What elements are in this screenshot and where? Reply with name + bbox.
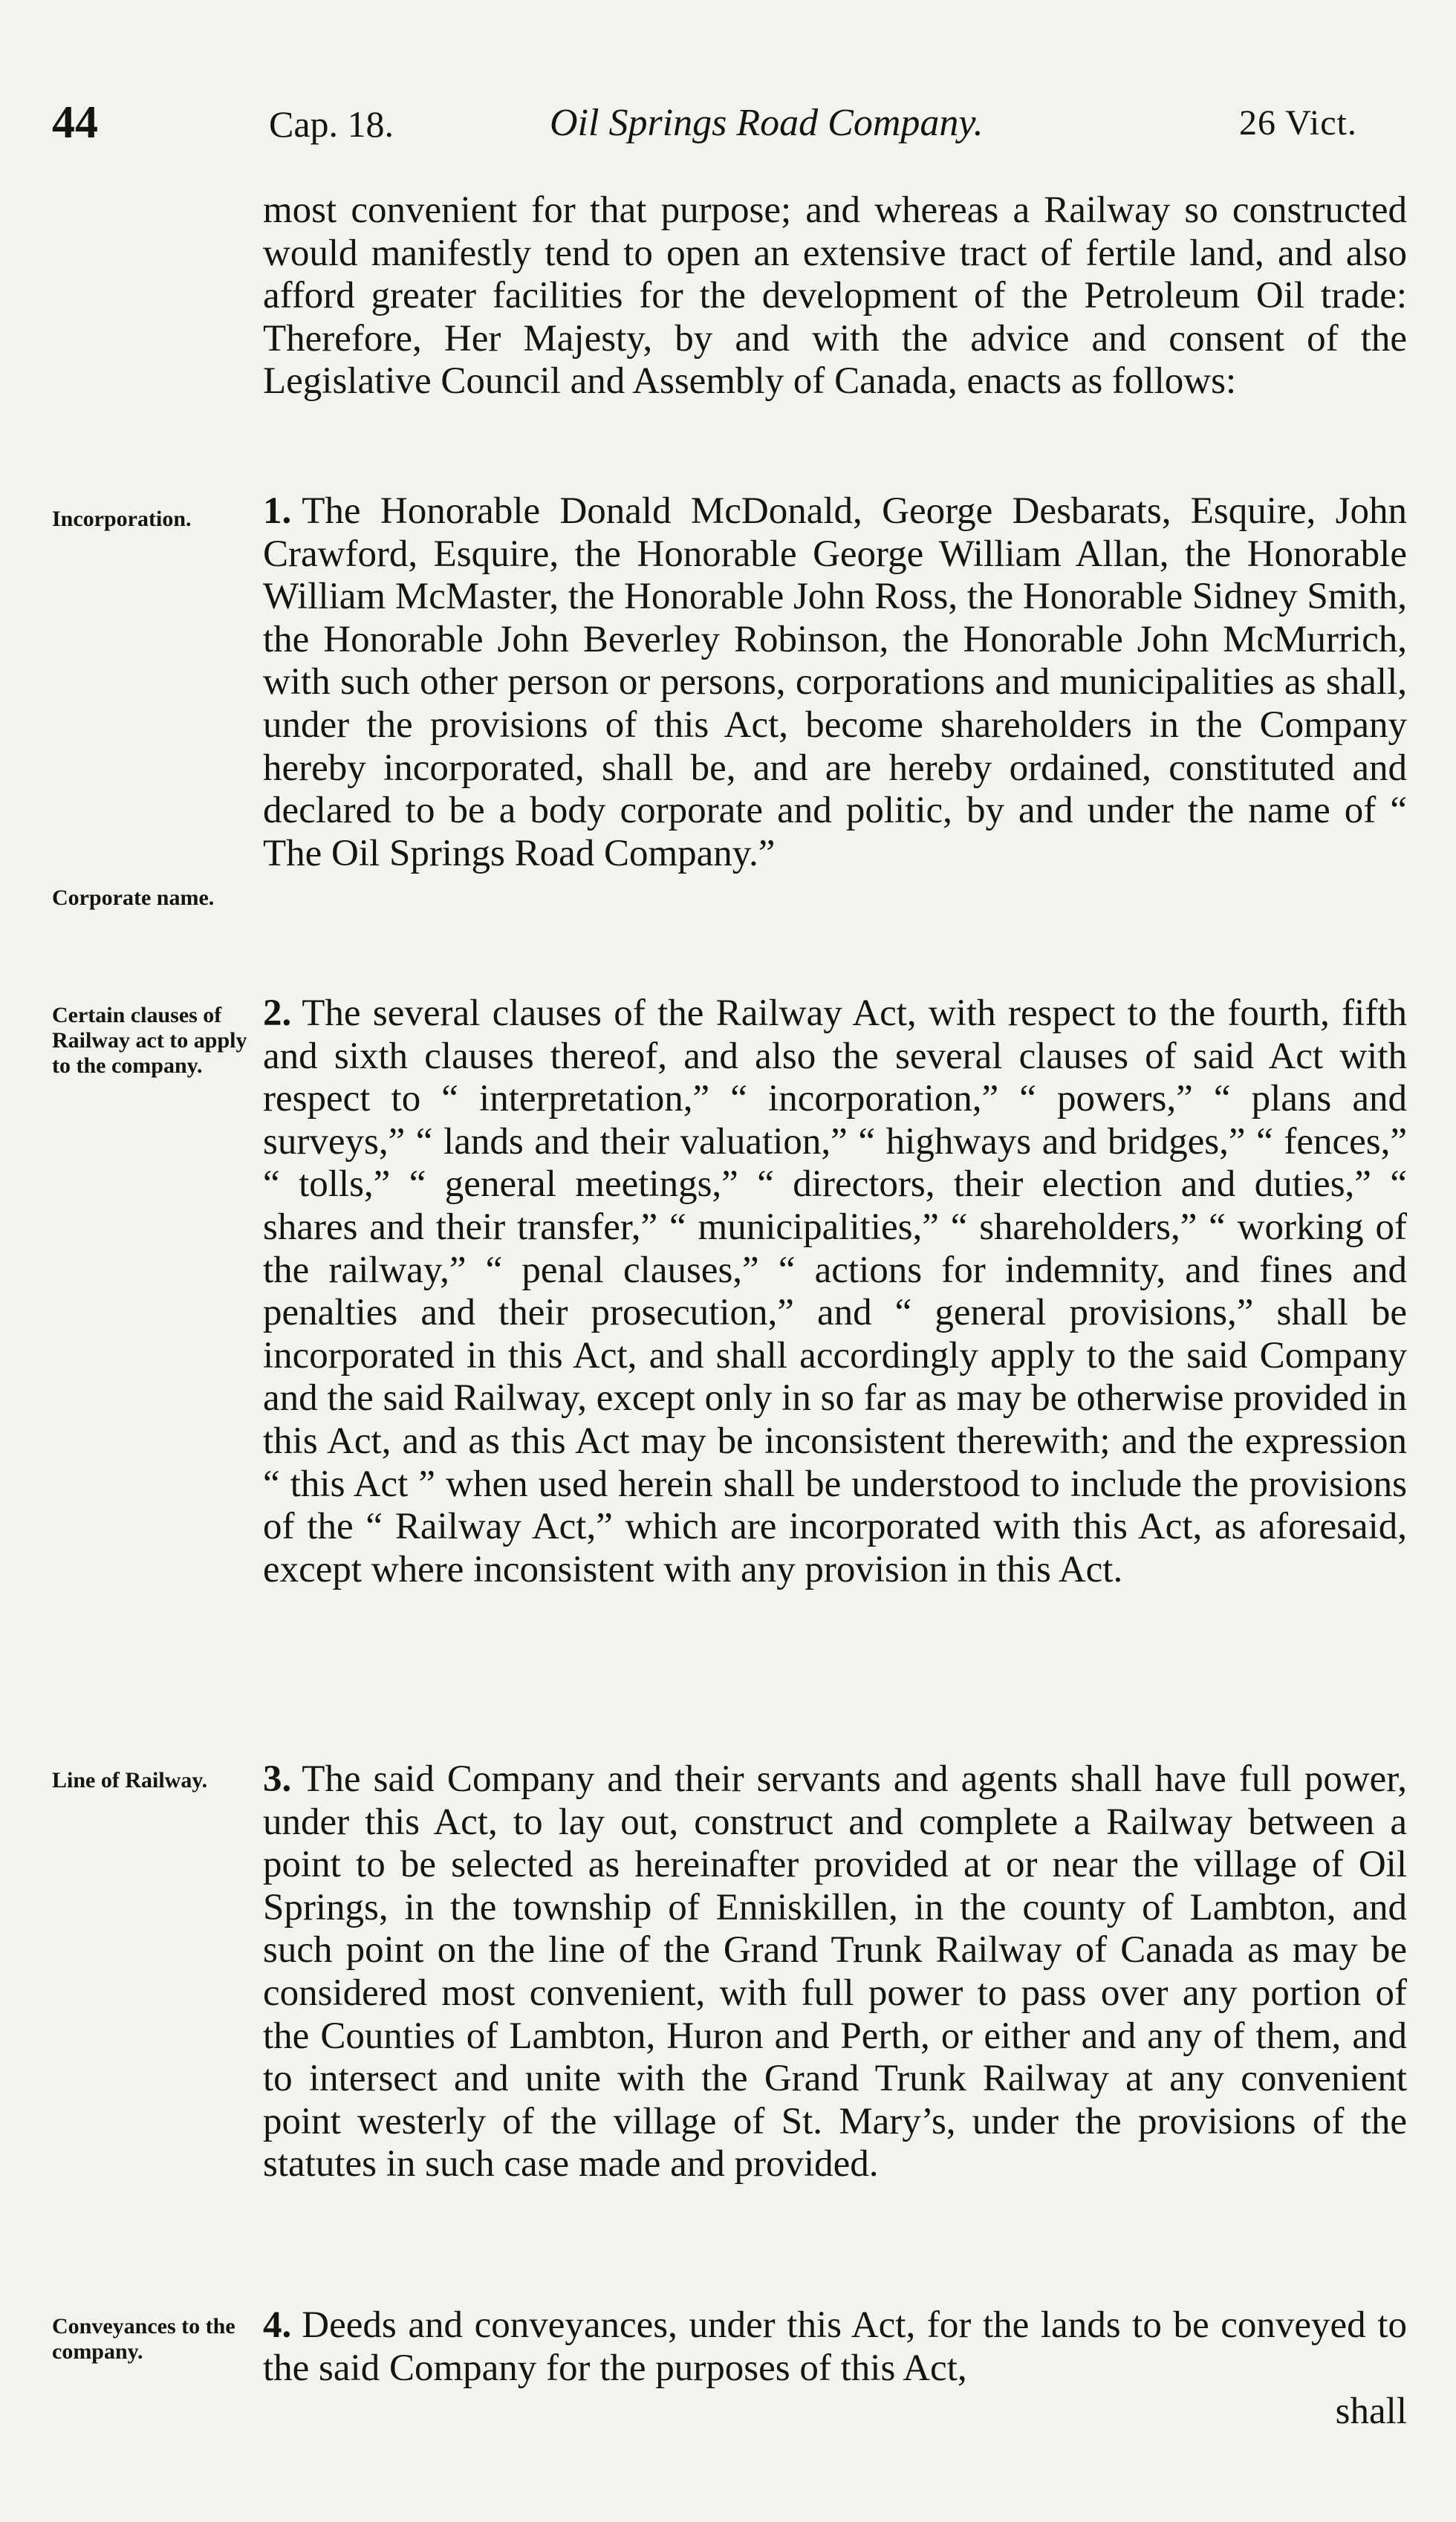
section-number: 4. bbox=[263, 2304, 292, 2346]
section-text: The said Company and their servants and agents shall have full power, under this Act, to lay out, construct and complete a Railway between a point to be selected as hereinafter provided at or near the village of Oil Springs, in the township of Enniskillen, in the county of Lambton, and such point on the line of the Grand Trunk Railway of Canada as may be considered most convenient, with full power to pass over any portion of the Counties of Lambton, Huron and Perth, or either and any of them, and to intersect and unite with the Grand Trunk Railway at any convenient point westerly of the village of St. Mary’s, under the provisions of the statutes in such case made and provided. bbox=[263, 1758, 1407, 2185]
section-text: The several clauses of the Railway Act, with respect to the fourth, fifth and sixth clauses thereof, and also the several clauses of said Act with respect to “ interpretation,” “ incorporation,” “ powers,” “ plans and surveys,” “ lands and their valuation,” “ highways and bridges,” “ fences,” “ tolls,” “ general meetings,” “ directors, their election and duties,” “ shares and their transfer,” “ municipalities,” “ shareholders,” “ working of the railway,” “ penal clauses,” “ actions for indemnity, and fines and penalties and their prosecution,” and “ general provisions,” shall be incorporated in this Act, and shall accordingly apply to the said Company and the said Railway, except only in so far as may be otherwise provided in this Act, and as this Act may be inconsistent therewith; and the expression “ this Act ” when used herein shall be understood to include the provisions of the “ Railway Act,” which are incorporated with this Act, as aforesaid, except where inconsistent with any provision in this Act. bbox=[263, 992, 1407, 1590]
running-title: Oil Springs Road Company. bbox=[550, 102, 984, 144]
section-3 bbox=[263, 1758, 1407, 2186]
margin-note-line-of-railway: Line of Railway. bbox=[52, 1768, 208, 1793]
section-number: 2. bbox=[263, 992, 292, 1034]
margin-note-incorporation: Incorporation. bbox=[52, 507, 192, 531]
section-text: The Honorable Donald McDonald, George Desbarats, Esquire, John Crawford, Esquire, the Honorable George William Allan, the Honorable William McMaster, the Honorable John Ross, the Honorable Sidney Smith, the Honorable John Beverley Robinson, the Honorable John McMurrich, with such other person or persons, corporations and municipalities as shall, under the provisions of this Act, become shareholders in the Company hereby incorporated, shall be, and are hereby ordained, constituted and declared to be a body corporate and politic, by and under the name of “ The Oil Springs Road Company.” bbox=[263, 490, 1407, 874]
page-number: 44 bbox=[52, 97, 98, 148]
preamble-text: most convenient for that purpose; and whereas a Railway so constructed would manifestly tend to open an extensive tract of fertile land, and also afford greater facilities for the development of the Petroleum Oil trade: Therefore, Her Majesty, by and with the advice and consent of the Legislative Council and Assembly of Canada, enacts as follows: bbox=[263, 189, 1407, 403]
regnal-year: 26 Vict. bbox=[1239, 103, 1357, 143]
margin-note-conveyances: Conveyances to the company. bbox=[52, 2314, 235, 2364]
section-number: 1. bbox=[263, 490, 292, 532]
section-1 bbox=[263, 490, 1407, 875]
catchword: shall bbox=[1335, 2391, 1407, 2432]
running-header bbox=[0, 97, 1456, 163]
section-text: Deeds and conveyances, under this Act, for the lands to be conveyed to the said Company for the purposes of this Act, bbox=[263, 2304, 1407, 2389]
section-2 bbox=[263, 992, 1407, 1591]
margin-note-corporate-name: Corporate name. bbox=[52, 885, 215, 910]
margin-note-certain-clauses: Certain clauses of Railway act to apply to the company. bbox=[52, 1003, 247, 1078]
chapter-label: Cap. 18. bbox=[269, 103, 394, 145]
section-number: 3. bbox=[263, 1758, 292, 1800]
section-4 bbox=[263, 2304, 1407, 2390]
